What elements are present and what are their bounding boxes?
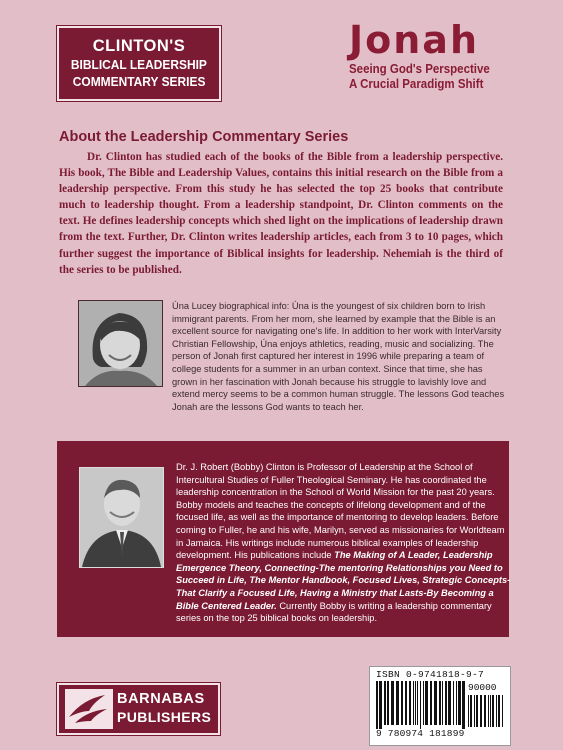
barcode-bar — [448, 681, 451, 725]
una-bio: Úna Lucey biographical info: Úna is the youngest of six children born to Irish immigrant parents. From her mom, she learned by example that the Bible is an excellent source for navigating one's life. In addition to her work with InterVarsity Christian Fellowship, Úna enjoys athletics, reading, music and socializing. The person of Jonah first captured her interest in 1996 while preparing a team of college students for a summer in an urban context. Since that time, she has grown in her fascination with Jonah because his struggle to lavishly love and extend mercy seems to be a common human struggle. The lessons God teaches Jonah are the lessons God wants to teach her. — [172, 301, 505, 412]
barcode-bar — [417, 681, 418, 725]
publisher-bird-icon — [65, 689, 113, 729]
price-bar — [488, 695, 489, 727]
barcode-bar — [456, 681, 457, 725]
barcode-bar — [439, 681, 441, 725]
barcode-bar — [423, 681, 424, 725]
barcode-bar — [405, 681, 407, 725]
barcode-bar — [401, 681, 403, 725]
price-bar — [502, 695, 503, 727]
book-title: Jonah — [349, 18, 479, 62]
book-title-block — [349, 18, 549, 92]
series-line1: CLINTON'S — [92, 37, 186, 55]
price-bar — [470, 695, 472, 727]
barcode-bar — [376, 681, 378, 729]
series-line3: COMMENTARY SERIES — [72, 74, 206, 89]
barcode-bar — [430, 681, 432, 725]
isbn-number: ISBN 0-9741818-9-7 — [376, 669, 485, 680]
publisher-sub: PUBLISHERS — [117, 709, 212, 725]
barcode-bar — [415, 681, 416, 725]
barcode-bar — [462, 681, 465, 729]
barcode-bar — [445, 681, 447, 725]
bobby-photo — [79, 467, 164, 568]
una-photo — [78, 300, 163, 387]
price-bar — [468, 695, 469, 727]
barcode-digits: 9 780974 181899 — [376, 728, 465, 739]
barcode-bar — [387, 681, 389, 725]
barcode-bar — [384, 681, 386, 725]
barcode-bar — [453, 681, 454, 725]
series-line2: BIBLICAL LEADERSHIP — [70, 57, 207, 72]
barcode-bars — [374, 681, 506, 729]
price-bar — [474, 695, 475, 727]
barcode-bar — [442, 681, 443, 725]
barcode-bar — [420, 681, 421, 729]
book-subtitle-1: Seeing God's Perspective — [349, 62, 490, 76]
about-heading: About the Leadership Commentary Series — [59, 129, 349, 145]
publisher-name: BARNABAS — [117, 691, 205, 707]
series-logo-box — [57, 26, 221, 101]
bobby-bio-intro: Dr. J. Robert (Bobby) Clinton is Professor of Leadership at the School of Intercultural Studies of Fuller Theological Seminary. He has coordinated the leadership concentration in the School of World Mission for the past 20 years. Bobby models and teaches the concepts of lifelong development and of the focused life, as well as the importance of mentoring to develop leaders. Before coming to Fuller, he and his wife, Marilyn, served as missionaries for Worldteam in Jamaica. His writings include numerous biblical examples of leadership development. His publications include — [176, 462, 505, 561]
price-bar — [484, 695, 486, 727]
barcode-bar — [391, 681, 394, 725]
price-bar — [496, 695, 497, 727]
barcode-bar — [458, 681, 461, 725]
price-bar — [492, 695, 494, 727]
barcode-bar — [413, 681, 414, 725]
book-subtitle-2: A Crucial Paradigm Shift — [349, 77, 484, 91]
bobby-bio-end: Currently Bobby is writing a leadership commentary series on the top 25 biblical books on leadership. — [176, 600, 492, 624]
bobby-bio — [176, 461, 512, 625]
isbn-barcode — [369, 666, 511, 746]
price-code: 90000 — [468, 682, 497, 693]
publisher-logo — [57, 683, 220, 735]
barcode-bar — [434, 681, 437, 725]
barcode-bar — [379, 681, 382, 729]
barcode-bar — [396, 681, 399, 725]
bobby-bio-titles: The Making of A Leader, Leadership Emergence Theory, Connecting-The mentoring Relationships you Need to Succeed in Life, The Mentor Handbook, Focused Lives, Strategic Concepts-That Clarify a Focused Life, Having a Ministry that Lasts-By Becoming a Bible Centered Leader. — [176, 550, 511, 611]
price-bar — [498, 695, 500, 727]
price-bar — [490, 695, 491, 727]
barcode-bar — [425, 681, 428, 725]
price-bar — [476, 695, 478, 727]
price-bar — [480, 695, 482, 727]
barcode-bar — [409, 681, 411, 725]
about-body: Dr. Clinton has studied each of the books of the Bible from a leadership perspective. His book, The Bible and Leadership Values, contains this initial research on the Bible from a leadership perspective. From this study he has selected the top 25 books that contribute much to leadership thought. From a leadership standpoint, Dr. Clinton comments on the text. He defines leadership concepts which shed light on the implications of leadership drawn from the text. Further, Dr. Clinton writes leadership articles, each from 3 to 10 pages, which further suggest the importance of Biblical insights for leadership. Nehemiah is the third of the series to be published. — [59, 151, 503, 276]
